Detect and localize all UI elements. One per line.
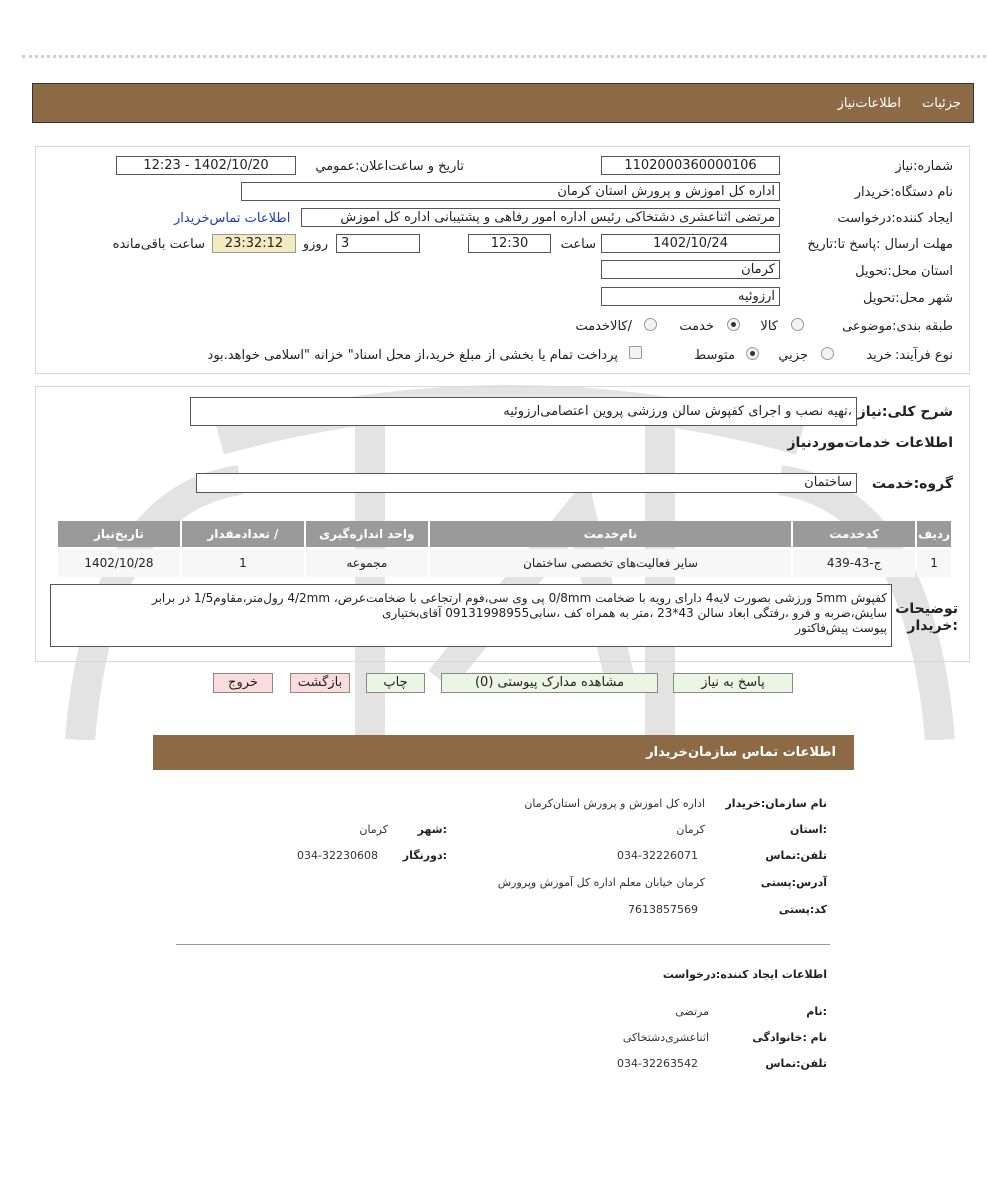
creator-field: مرتضی اثناعشری دشتخاکی رئیس اداره امور رفاهی و پشتیبانی اداره کل اموزش: [301, 208, 780, 227]
process-medium-radio[interactable]: [746, 347, 759, 360]
contact-phone-label: تلفن:تماس: [765, 849, 827, 862]
contact-phone-value: 034-32226071: [617, 849, 698, 862]
announce-field: 1402/10/20 - 12:23: [116, 156, 296, 175]
contact-address-label: آدرس:پستی: [760, 876, 827, 889]
col-row-number: ردیف: [917, 521, 951, 547]
buyer-notes-label: توضیحات :خریدار: [895, 601, 958, 634]
process-label: نوع فرآیند:: [895, 348, 953, 363]
contact-city-value: کرمان: [359, 823, 388, 836]
creator-phone-value: 034-32263542: [617, 1057, 698, 1070]
col-quantity: / تعدادمقدار: [182, 521, 304, 547]
col-service-code: کدخدمت: [793, 521, 915, 547]
view-attachments-button[interactable]: مشاهده مدارک پیوستی (0): [441, 673, 658, 693]
category-service-radio[interactable]: [727, 318, 740, 331]
contact-postal-value: 7613857569: [628, 903, 698, 916]
category-goods-service-radio[interactable]: [644, 318, 657, 331]
creator-name-label: :نام: [806, 1005, 827, 1018]
buyer-notes-line-2: سایش،ضربه و فرو ،رفتگی ابعاد سالن 43*23 ،متر به همراه کف ،سابی09131998955 آقای‌بختیاری: [382, 606, 887, 620]
deadline-time-label: ساعت: [560, 237, 596, 252]
service-group-label: گروه:خدمت: [871, 476, 953, 492]
contact-section-header: [153, 735, 854, 770]
process-partial-label: جزیي: [778, 348, 808, 363]
buyer-contact-link[interactable]: اطلاعات تماس‌خریدار: [174, 211, 291, 226]
table-row: [58, 549, 951, 577]
treasury-payment-checkbox[interactable]: [629, 346, 642, 359]
cell-service-code: ج-43-439: [793, 549, 915, 577]
announce-label: تاریخ و ساعت‌اعلان:عمومي: [315, 159, 464, 174]
creator-family-value: اثناعشری‌دشتخاکی: [622, 1031, 709, 1044]
process-medium-label: متوسط: [694, 348, 735, 363]
deadline-date-field: 1402/10/24: [601, 234, 780, 253]
cell-unit: مجموعه: [306, 549, 428, 577]
contact-city-label: :شهر: [417, 823, 447, 836]
creator-label: ایجاد کننده:درخواست: [837, 211, 953, 226]
cell-service-name: سایر فعالیت‌های تخصصی ساختمان: [430, 549, 791, 577]
remaining-time-field: 23:32:12: [212, 234, 296, 253]
service-group-field: ساختمان: [196, 473, 857, 493]
contact-fax-label: :دورنگار: [402, 849, 447, 862]
contact-province-label: :استان: [790, 823, 827, 836]
category-service-label: خدمت: [679, 319, 714, 334]
contact-address-value: کرمان خیابان معلم اداره کل آموزش وپرورش: [497, 876, 705, 889]
buyer-notes-field: [50, 584, 892, 647]
city-field: ارزوئیه: [601, 287, 780, 306]
services-table: [56, 519, 953, 579]
creator-name-value: مرتضی: [675, 1005, 709, 1018]
province-field: کرمان: [601, 260, 780, 279]
buyer-label: نام دستگاه:خریدار: [854, 185, 953, 200]
cell-need-date: 1402/10/28: [58, 549, 180, 577]
summary-field: ،تهیه نصب و اجرای کفپوش سالن ورزشی پروین اعتصامی‌ارزوئیه: [190, 397, 857, 426]
deadline-label: مهلت ارسال :پاسخ تا:تاریخ: [807, 237, 953, 252]
days-field: 3: [336, 234, 420, 253]
services-heading: اطلاعات خدمات‌موردنیاز: [787, 435, 953, 451]
exit-button[interactable]: خروج: [213, 673, 273, 693]
remaining-label: ساعت باقی‌مانده: [112, 237, 205, 252]
org-value: اداره کل اموزش و پرورش استان‌کرمان: [524, 797, 705, 810]
contact-fax-value: 034-32230608: [297, 849, 378, 862]
print-button[interactable]: چاپ: [366, 673, 425, 693]
top-dotted-divider: [22, 55, 986, 58]
col-service-name: نام‌خدمت: [430, 521, 791, 547]
cell-row-number: 1: [917, 549, 951, 577]
buyer-notes-line-3: پیوست پیش‌فاکتور: [795, 621, 887, 635]
col-unit: واحد اندازه‌گیری: [306, 521, 428, 547]
creator-phone-label: تلفن:تماس: [765, 1057, 827, 1070]
buyer-field: اداره کل اموزش و پرورش استان کرمان: [241, 182, 780, 201]
summary-label: شرح کلی:نیاز: [857, 404, 953, 420]
treasury-payment-label: پرداخت تمام یا بخشی از مبلغ خرید،از محل اسناد" خزانه "اسلامی خواهد.بود: [207, 348, 618, 363]
contact-section-title: اطلاعات تماس سازمان‌خریدار: [646, 745, 836, 760]
province-label: استان محل:تحویل: [855, 264, 953, 279]
org-label: نام سازمان:خریدار: [725, 797, 827, 810]
category-goods-radio[interactable]: [791, 318, 804, 331]
category-goods-service-label: /کالاخدمت: [575, 319, 632, 334]
contact-divider: [176, 944, 830, 945]
category-label: طبقه بندی:موضوعی: [842, 319, 953, 334]
reply-button[interactable]: پاسخ به نیاز: [673, 673, 793, 693]
table-header-row: [58, 521, 951, 547]
days-label: روزو: [302, 237, 328, 252]
tab-need-info[interactable]: اطلاعات‌نیاز: [837, 96, 901, 111]
need-info-panel: [35, 146, 970, 374]
tab-details[interactable]: جزئیات: [922, 96, 961, 111]
category-goods-label: کالا: [760, 319, 778, 334]
tab-bar: [32, 83, 974, 123]
need-number-field: 1102000360000106: [601, 156, 780, 175]
cell-quantity: 1: [182, 549, 304, 577]
back-button[interactable]: بازگشت: [290, 673, 350, 693]
contact-province-value: کرمان: [676, 823, 705, 836]
need-number-label: شماره:نیاز: [895, 159, 953, 174]
creator-family-label: نام :خانوادگی: [752, 1031, 827, 1044]
deadline-time-field: 12:30: [468, 234, 551, 253]
buyer-notes-line-1: کفپوش 5mm ورزشی بصورت لایه4 دارای رویه با ضخامت 0/8mm پی وی سی،فوم ارتجاعی با ضخامت‌عرض، 4/2mm رول‌متر،مقاوم1/5 در برابر: [151, 591, 887, 605]
city-label: شهر محل:تحویل: [863, 291, 953, 306]
creator-section-title: اطلاعات ایجاد کننده:درخواست: [662, 968, 827, 981]
contact-postal-label: کد:پستی: [778, 903, 827, 916]
process-partial-radio[interactable]: [821, 347, 834, 360]
col-need-date: تاریخ‌نیاز: [58, 521, 180, 547]
process-buy-label: خرید: [866, 348, 892, 363]
